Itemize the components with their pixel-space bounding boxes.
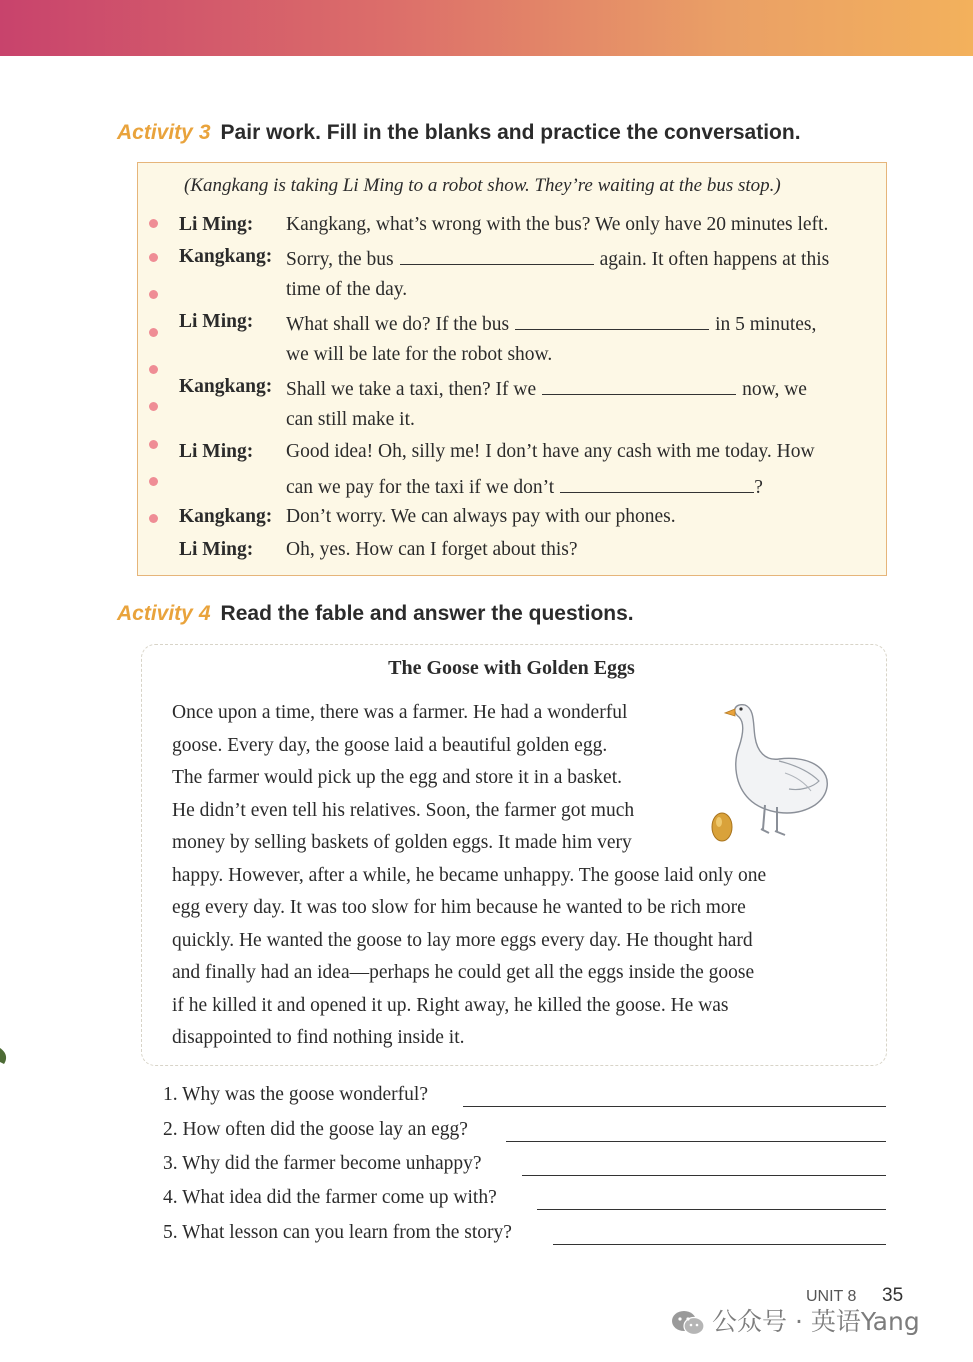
answer-line-2[interactable] <box>506 1141 886 1142</box>
answer-line-3[interactable] <box>522 1175 886 1176</box>
dialogue-line: can we pay for the taxi if we don’t ? <box>286 474 763 499</box>
fill-blank[interactable] <box>560 474 754 493</box>
dialogue-line: Sorry, the bus again. It often happens at this <box>286 246 829 271</box>
dot-icon <box>149 328 158 337</box>
dot-icon <box>149 365 158 374</box>
watermark <box>670 1302 920 1338</box>
dialogue-line: Kangkang, what’s wrong with the bus? We only have 20 minutes left. <box>286 214 829 235</box>
fable-line: quickly. He wanted the goose to lay more eggs every day. He thought hard <box>172 930 753 951</box>
goose-illustration <box>705 695 835 845</box>
fable-line: if he killed it and opened it up. Right away, he killed the goose. He was <box>172 995 729 1016</box>
dot-icon <box>149 290 158 299</box>
fable-line: Once upon a time, there was a farmer. He had a wonderful <box>172 702 628 723</box>
dot-icon <box>149 514 158 523</box>
speaker-li-ming: Li Ming: <box>179 441 254 462</box>
fable-line: The farmer would pick up the egg and store it in a basket. <box>172 767 622 788</box>
goose-icon <box>725 705 827 835</box>
dialogue-line: time of the day. <box>286 279 408 300</box>
activity3-instruction: Pair work. Fill in the blanks and practice the conversation. <box>220 121 801 144</box>
golden-egg-icon <box>712 813 732 841</box>
dot-icon <box>149 440 158 449</box>
fill-blank[interactable] <box>515 311 709 330</box>
dot-icon <box>149 402 158 411</box>
question-4: 4. What idea did the farmer come up with? <box>163 1187 497 1208</box>
speaker-li-ming: Li Ming: <box>179 311 254 332</box>
answer-line-5[interactable] <box>553 1244 886 1245</box>
dialogue-line: What shall we do? If the bus in 5 minutes, <box>286 311 816 336</box>
dot-icon <box>149 219 158 228</box>
fable-line: egg every day. It was too slow for him because he wanted to be rich more <box>172 897 746 918</box>
header-gradient-bar <box>0 0 973 56</box>
dot-icon <box>149 253 158 262</box>
activity4-instruction: Read the fable and answer the questions. <box>220 602 634 625</box>
dialogue-line: Don’t worry. We can always pay with our phones. <box>286 506 676 527</box>
dialogue-line: Shall we take a taxi, then? If we now, we <box>286 376 807 401</box>
leaf-icon <box>0 1046 10 1066</box>
answer-line-4[interactable] <box>537 1209 886 1210</box>
fable-line: and finally had an idea—perhaps he could get all the eggs inside the goose <box>172 962 755 983</box>
fable-line: goose. Every day, the goose laid a beautiful golden egg. <box>172 735 608 756</box>
speaker-li-ming: Li Ming: <box>179 214 254 235</box>
fill-blank[interactable] <box>542 376 736 395</box>
speaker-kangkang: Kangkang: <box>179 506 273 527</box>
fable-title: The Goose with Golden Eggs <box>388 657 635 679</box>
unit-label: UNIT 8 <box>806 1288 857 1305</box>
speaker-kangkang: Kangkang: <box>179 376 273 397</box>
fable-line: money by selling baskets of golden eggs. It made him very <box>172 832 632 853</box>
page-number: 35 <box>882 1285 904 1306</box>
dialogue-line: can still make it. <box>286 409 415 430</box>
question-5: 5. What lesson can you learn from the story? <box>163 1222 512 1243</box>
question-1: 1. Why was the goose wonderful? <box>163 1084 428 1105</box>
speaker-kangkang: Kangkang: <box>179 246 273 267</box>
dialogue-line: Oh, yes. How can I forget about this? <box>286 539 578 560</box>
fable-line: He didn’t even tell his relatives. Soon, the farmer got much <box>172 800 635 821</box>
wechat-icon <box>670 1309 706 1337</box>
answer-line-1[interactable] <box>463 1106 886 1107</box>
scene-description: (Kangkang is taking Li Ming to a robot show. They’re waiting at the bus stop.) <box>184 175 781 196</box>
activity4-label: Activity 4 <box>117 602 211 625</box>
fill-blank[interactable] <box>400 246 594 265</box>
dialogue-line: Good idea! Oh, silly me! I don’t have any cash with me today. How <box>286 441 815 462</box>
dialogue-line: we will be late for the robot show. <box>286 344 553 365</box>
fable-line: happy. However, after a while, he became unhappy. The goose laid only one <box>172 865 767 886</box>
question-3: 3. Why did the farmer become unhappy? <box>163 1153 482 1174</box>
question-2: 2. How often did the goose lay an egg? <box>163 1119 468 1140</box>
watermark-text: 公众号 · 英语Yang <box>712 1307 920 1336</box>
dot-icon <box>149 477 158 486</box>
speaker-li-ming: Li Ming: <box>179 539 254 560</box>
activity3-heading <box>117 121 801 145</box>
fable-line: disappointed to find nothing inside it. <box>172 1027 465 1048</box>
activity3-label: Activity 3 <box>117 121 211 144</box>
activity4-heading <box>117 602 634 626</box>
